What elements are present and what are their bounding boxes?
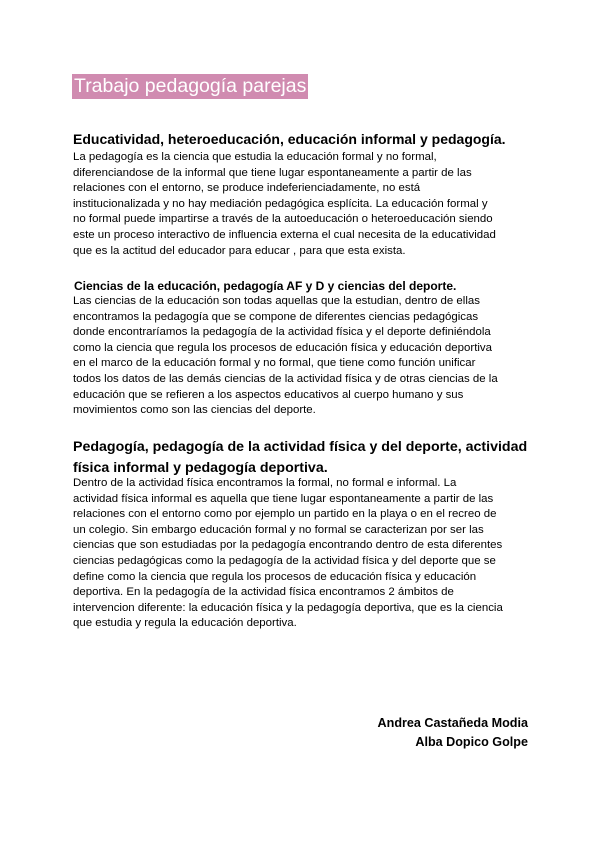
- section-body-ciencias-educacion: Las ciencias de la educación son todas aquellas que la estudian, dentro de ellas encontramos la pedagogía que se compone de diferentes ciencias pedagógicas donde encontraríamos la pedagogía de la actividad física y el deporte definiéndola como la ciencia que regula los procesos de educación física y educación deportiva en el marco de la educación formal y no formal, que tiene como función unificar todos los datos de las demás ciencias de la actividad física y de otras ciencias de la educación que se refieren a los aspectos educativos al cuerpo humano y sus movimientos como son las ciencias del deporte.: [73, 295, 498, 417]
- section-heading-educatividad: Educatividad, heteroeducación, educación informal y pedagogía.: [73, 131, 506, 147]
- section-heading-ciencias-educacion: Ciencias de la educación, pedagogía AF y D y ciencias del deporte.: [74, 279, 457, 293]
- author-name: Alba Dopico Golpe: [415, 735, 528, 749]
- document-title: Trabajo pedagogía parejas: [74, 75, 307, 97]
- author-name: Andrea Castañeda Modia: [377, 716, 528, 730]
- section-heading-pedagogia-deportiva: Pedagogía, pedagogía de la actividad física y del deporte, actividad física informal y pedagogía deportiva.: [73, 439, 528, 476]
- section-body-educatividad: La pedagogía es la ciencia que estudia la educación formal y no formal, diferenciandose de la informal que tiene lugar espontaneamente a partir de las relaciones con el entorno, se produce indeferienciadamente, no está institucionalizada y no hay mediación pedagógica esplícita. La educación formal y no formal puede impartirse a través de la autoeducación o heteroeducación siendo este un proceso interactivo de influencia externa el cual necesita de la educatividad que es la actitud del educador para educar , para que esta exista.: [73, 151, 496, 257]
- section-body-pedagogia-deportiva: Dentro de la actividad física encontramos la formal, no formal e informal. La actividad física informal es aquella que tiene lugar espontaneamente a partir de las relaciones con el entorno como por ejemplo un partido en la playa o en el recreo de un colegio. Sin embargo educación formal y no formal se caracterizan por ser las ciencias que son estudiadas por la pedagogía encontrando dentro de esta diferentes ciencias pedagógicas como la pedagogía de la actividad física y del deporte que se define como la ciencia que regula los procesos de educación física y educación deportiva. En la pedagogía de la actividad física encontramos 2 ámbitos de intervencion diferente: la educación física y la pedagogía deportiva, que es la ciencia que estudia y regula la educación deportiva.: [73, 477, 503, 630]
